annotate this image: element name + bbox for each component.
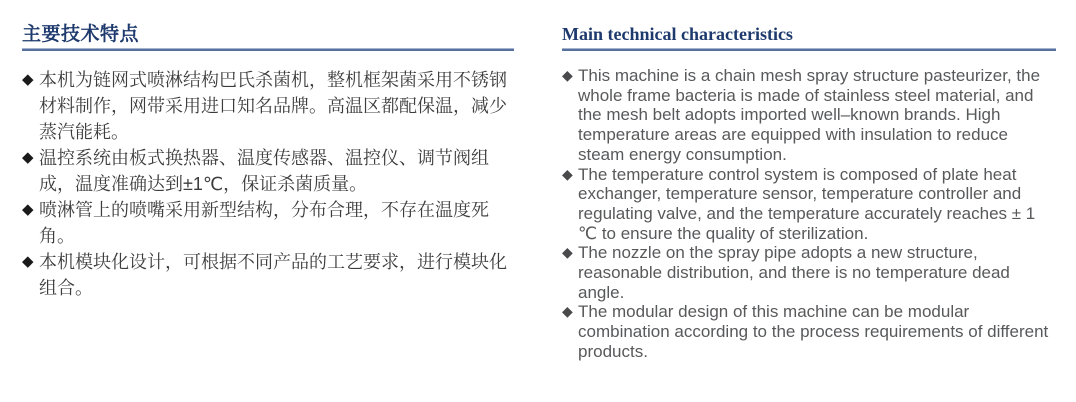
diamond-bullet-icon: ◆ [22,149,34,166]
feature-item [562,165,1056,244]
feature-text: 喷淋管上的喷嘴采用新型结构，分布合理，不存在温度死角。 [39,200,489,246]
feature-list-english [562,66,1056,362]
diamond-bullet-icon: ◆ [562,303,573,320]
section-title-chinese: 主要技术特点 [22,24,140,45]
feature-item [562,66,1056,165]
section-features-chinese [22,24,514,301]
diamond-bullet-icon: ◆ [562,244,573,261]
section-title-english: Main technical characteristics [562,24,793,44]
title-rule-chinese [22,48,514,51]
feature-text: 本机模块化设计，可根据不同产品的工艺要求，进行模块化组合。 [39,252,507,298]
feature-text: 本机为链网式喷淋结构巴氏杀菌机，整机框架菌采用不锈钢材料制作，网带采用进口知名品牌。高温区都配保温，减少蒸汽能耗。 [39,70,507,142]
diamond-bullet-icon: ◆ [562,67,573,83]
feature-item [22,197,514,249]
feature-item [562,243,1056,302]
diamond-bullet-icon: ◆ [22,253,34,270]
title-rule-english [562,48,1056,51]
diamond-bullet-icon: ◆ [22,201,34,218]
diamond-bullet-icon: ◆ [562,165,573,182]
feature-item [22,145,514,197]
feature-item [22,249,514,301]
feature-text: The nozzle on the spray pipe adopts a new structure, reasonable distribution, and there is no temperature dead angle. [578,243,1010,302]
feature-item [22,67,514,145]
feature-list-chinese [22,67,514,301]
feature-text: This machine is a chain mesh spray structure pasteurizer, the whole frame bacteria is made of stainless steel material, and the mesh belt adopts imported well–known brands. High temperature areas are equipped with insulation to reduce steam energy consumption. [578,66,1041,164]
diamond-bullet-icon: ◆ [22,71,34,88]
feature-text: 温控系统由板式换热器、温度传感器、温控仪、调节阀组成，温度准确达到±1℃，保证杀菌质量。 [39,148,489,194]
feature-item [562,302,1056,361]
section-features-english [562,24,1056,362]
feature-text: The temperature control system is composed of plate heat exchanger, temperature sensor, temperature controller and regulating valve, and the temperature accurately reaches ± 1 ℃ to ensure the quality of sterilization. [578,164,1036,243]
feature-text: The modular design of this machine can be modular combination according to the process requirements of different products. [578,302,1049,361]
